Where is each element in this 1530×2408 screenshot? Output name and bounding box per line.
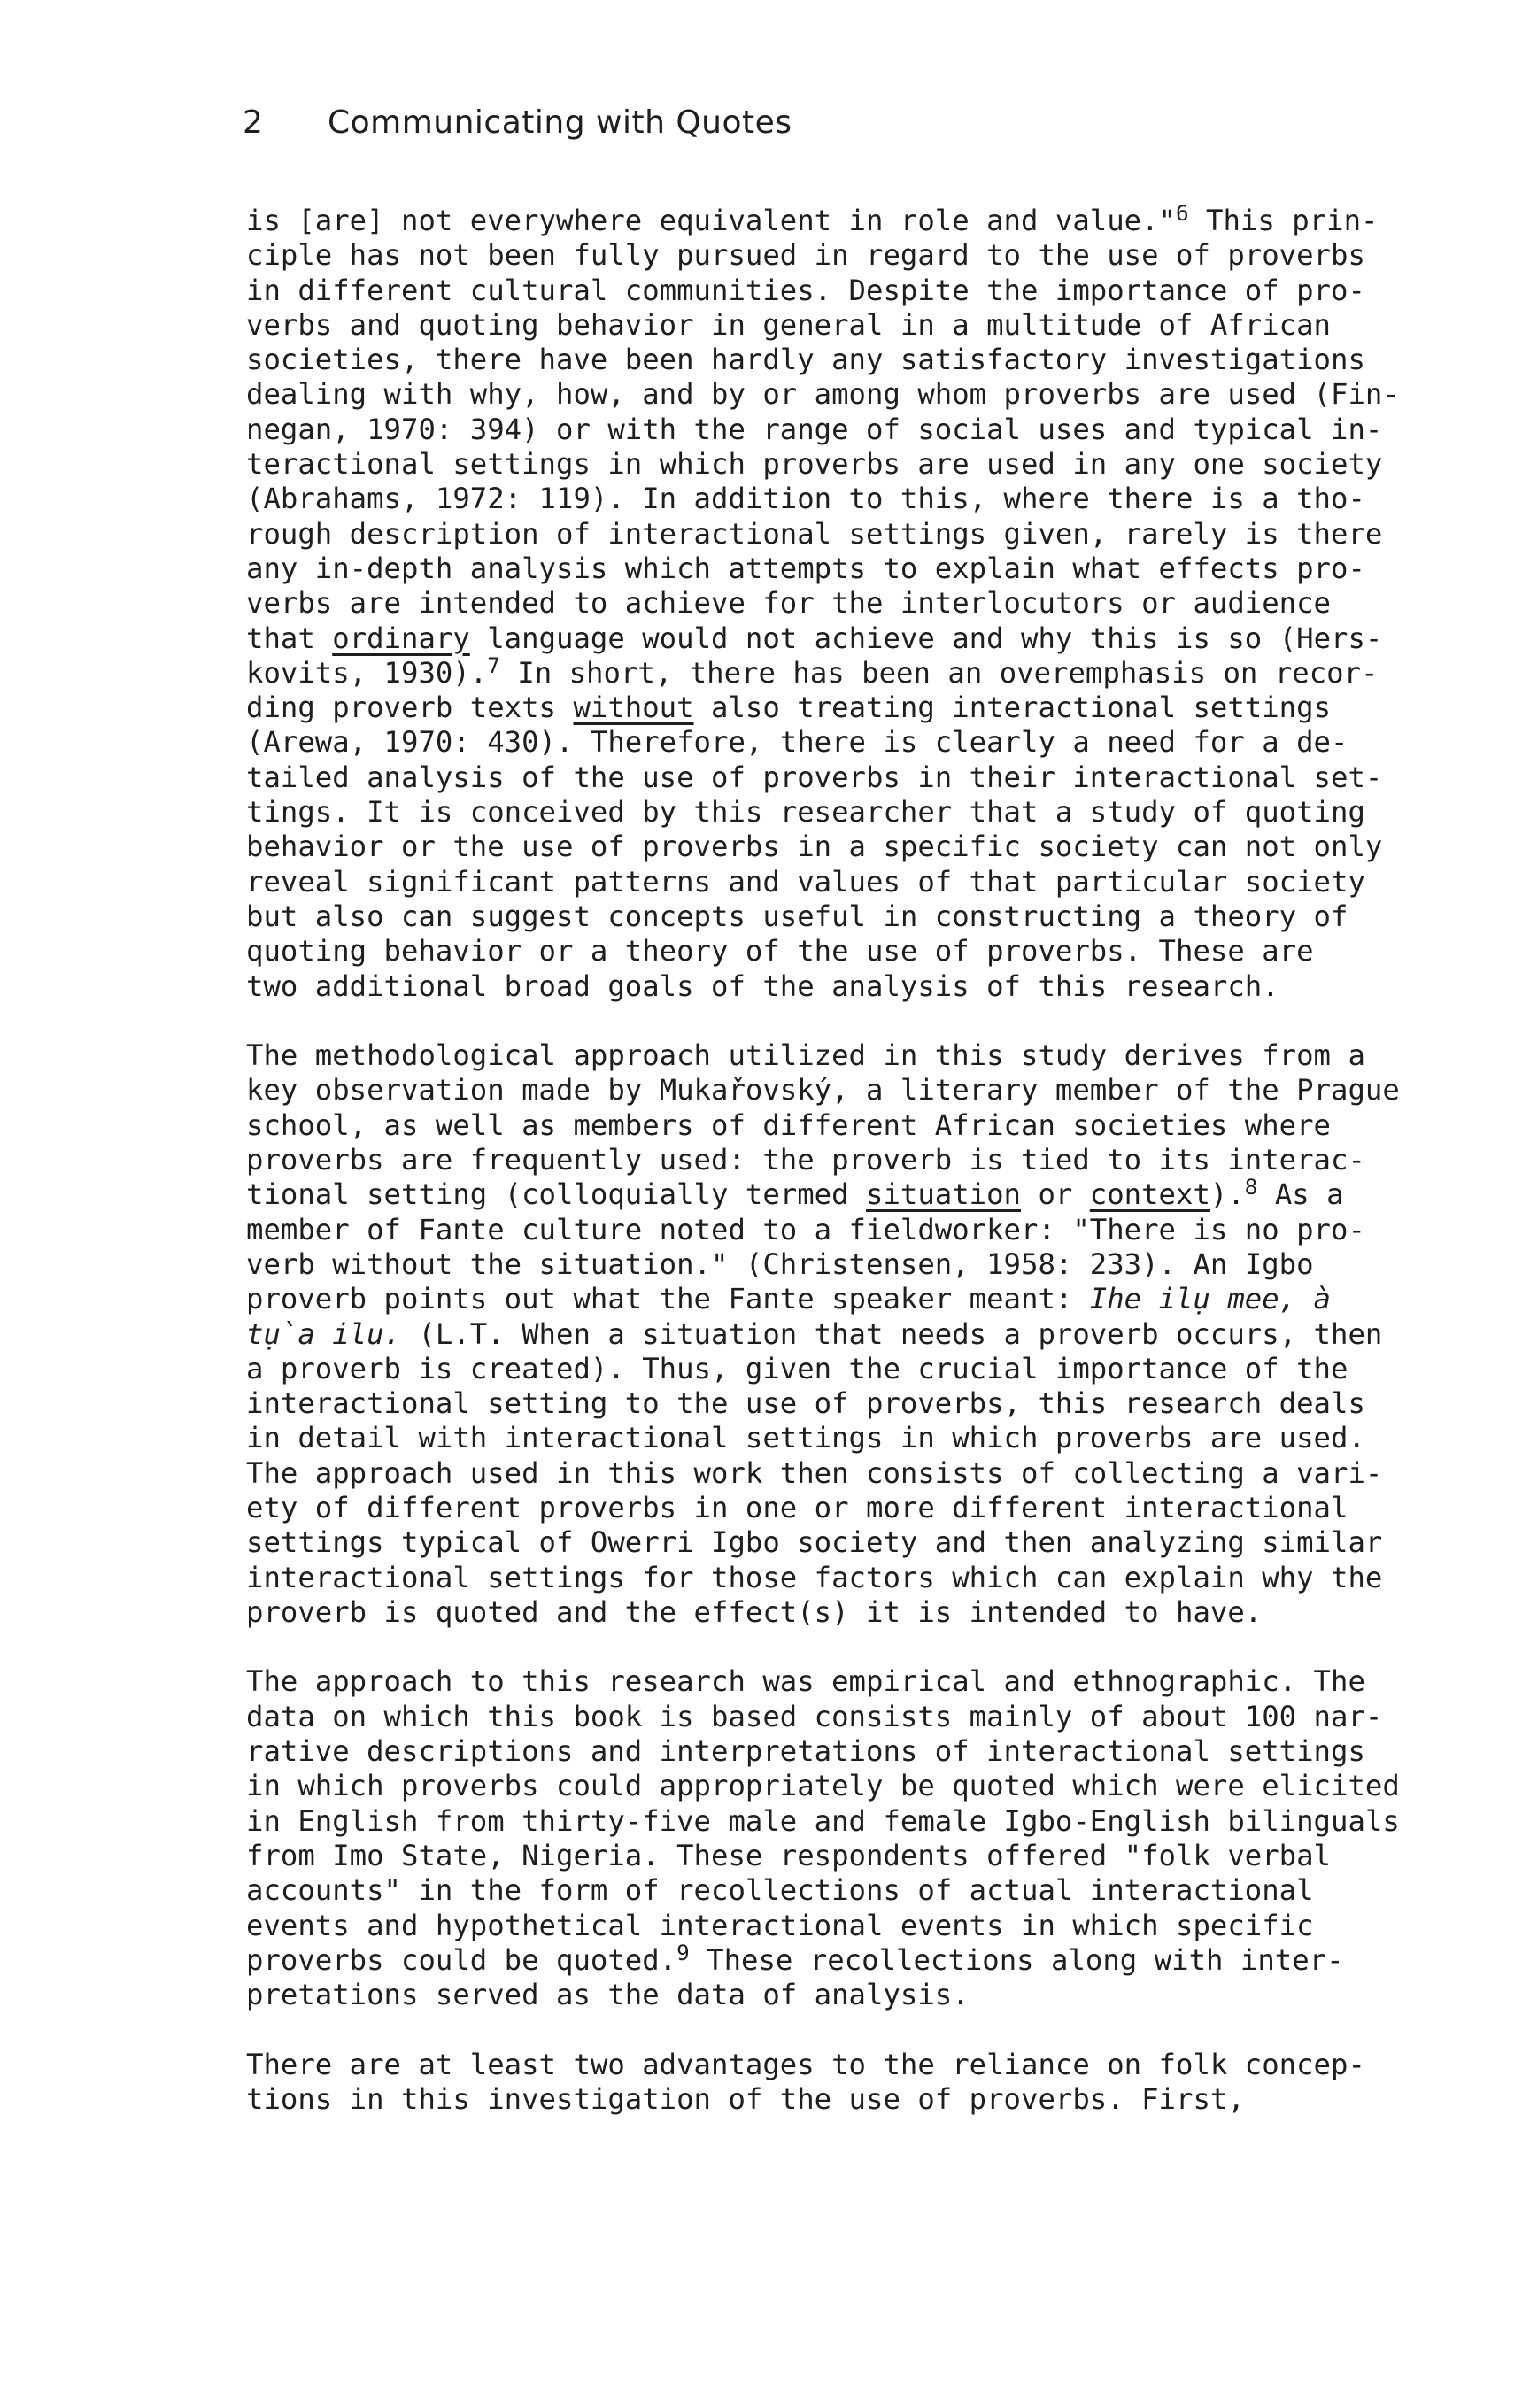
text-line: proverbs could be quoted.$^9$ These recollections along with inter- bbox=[246, 1940, 1344, 1977]
text-line: The approach to this research was empirical and ethnographic. The bbox=[246, 1664, 1365, 1699]
text-line: proverbs are frequently used: the proverb is tied to its interac- bbox=[246, 1143, 1365, 1177]
text-line: (Arewa, 1970: 430). Therefore, there is clearly a need for a de- bbox=[246, 725, 1348, 760]
paragraph bbox=[246, 2048, 1424, 2118]
text-line: school, as well as members of different African societies where bbox=[246, 1108, 1331, 1142]
text-line: tions in this investigation of the use of proverbs. First, bbox=[246, 2082, 1245, 2117]
text-line: kovits, 1930).$^7$ In short, there has been an overemphasis on recor- bbox=[246, 652, 1379, 690]
footnote-marker: 8 bbox=[1244, 1175, 1258, 1200]
text-line: interactional setting to the use of proverbs, this research deals bbox=[246, 1386, 1365, 1421]
text-line: in detail with interactional settings in which proverbs are used. bbox=[246, 1421, 1365, 1455]
running-header bbox=[243, 104, 792, 141]
text-line: accounts" in the form of recollections of actual interactional bbox=[246, 1873, 1314, 1908]
text-line: two additional broad goals of the analysis of this research. bbox=[246, 969, 1279, 1003]
text-line: tings. It is conceived by this researcher that a study of quoting bbox=[246, 795, 1365, 830]
text-line: societies, there have been hardly any satisfactory investigations bbox=[246, 343, 1365, 377]
text-line: events and hypothetical interactional events in which specific bbox=[246, 1908, 1314, 1942]
text-line: tional setting (colloquially termed situation or context).$^8$ As a bbox=[246, 1175, 1344, 1212]
text-line: that ordinary language would not achieve and why this is so (Hers- bbox=[246, 621, 1383, 655]
text-line: pretations served as the data of analysis. bbox=[246, 1978, 970, 2012]
text-line: any in-depth analysis which attempts to explain what effects pro- bbox=[246, 551, 1365, 585]
paragraph bbox=[246, 1038, 1424, 1630]
text-line: data on which this book is based consists mainly of about 100 nar- bbox=[246, 1699, 1383, 1733]
text-line: verbs and quoting behavior in general in a multitude of African bbox=[246, 307, 1331, 342]
text-line: behavior or the use of proverbs in a specific society can not only bbox=[246, 830, 1383, 864]
text-line: teractional settings in which proverbs are used in any one society bbox=[246, 447, 1383, 482]
text-line: proverb points out what the Fante speaker meant: Ihe ilụ mee, à bbox=[246, 1282, 1332, 1316]
page-number: 2 bbox=[243, 104, 264, 141]
text-line: ding proverb texts without also treating interactional settings bbox=[246, 691, 1332, 725]
text-line: reveal significant patterns and values of that particular society bbox=[246, 864, 1365, 899]
paragraph-gap bbox=[246, 1630, 1424, 1664]
footnote-marker: 9 bbox=[676, 1940, 690, 1965]
text-line: from Imo State, Nigeria. These respondents offered "folk verbal bbox=[246, 1838, 1331, 1872]
text-line: in which proverbs could appropriately be quoted which were elicited bbox=[246, 1769, 1400, 1803]
underlined-text: ordinary bbox=[332, 621, 470, 655]
footnote-marker: 6 bbox=[1176, 201, 1189, 227]
underlined-text: situation bbox=[866, 1177, 1021, 1212]
text-line: ety of different proverbs in one or more different interactional bbox=[246, 1490, 1348, 1524]
paragraph-gap bbox=[246, 1004, 1424, 1038]
text-line: tụ̀a ilu. (L.T. When a situation that needs a proverb occurs, then bbox=[246, 1316, 1383, 1351]
text-line: rative descriptions and interpretations of interactional settings bbox=[246, 1734, 1365, 1769]
italic-text: Ihe ilụ mee, à bbox=[1089, 1282, 1332, 1316]
text-line: There are at least two advantages to the reliance on folk concep- bbox=[246, 2047, 1365, 2081]
text-line: ciple has not been fully pursued in regard to the use of proverbs bbox=[246, 238, 1365, 273]
underlined-text: context bbox=[1089, 1177, 1210, 1212]
paragraph bbox=[246, 201, 1424, 1004]
text-line: rough description of interactional settings given, rarely is there bbox=[246, 516, 1383, 551]
text-line: quoting behavior or a theory of the use of proverbs. These are bbox=[246, 934, 1314, 969]
body-text bbox=[246, 201, 1424, 2117]
text-line: negan, 1970: 394) or with the range of social uses and typical in- bbox=[246, 412, 1383, 446]
text-line: a proverb is created). Thus, given the crucial importance of the bbox=[246, 1351, 1348, 1385]
text-line: settings typical of Owerri Igbo society and then analyzing similar bbox=[246, 1525, 1383, 1560]
text-line: (Abrahams, 1972: 119). In addition to this, where there is a tho- bbox=[246, 482, 1365, 516]
text-line: tailed analysis of the use of proverbs in their interactional set- bbox=[246, 760, 1383, 794]
underlined-text: without bbox=[573, 691, 694, 725]
text-line: member of Fante culture noted to a fieldworker: "There is no pro- bbox=[246, 1212, 1365, 1246]
text-line: The approach used in this work then consists of collecting a vari- bbox=[246, 1455, 1383, 1490]
paragraph bbox=[246, 1664, 1424, 2012]
paragraph-gap bbox=[246, 2012, 1424, 2047]
footnote-marker: 7 bbox=[487, 652, 500, 678]
text-line: in different cultural communities. Despite the importance of pro- bbox=[246, 273, 1365, 307]
text-line: verbs are intended to achieve for the interlocutors or audience bbox=[246, 586, 1331, 621]
text-line: verb without the situation." (Christensen, 1958: 233). An Igbo bbox=[246, 1246, 1314, 1281]
running-title: Communicating with Quotes bbox=[328, 104, 792, 141]
text-line: is [are] not everywhere equivalent in role and value."$^6$ This prin- bbox=[246, 201, 1379, 237]
text-line: interactional settings for those factors which can explain why the bbox=[246, 1560, 1383, 1594]
text-line: The methodological approach utilized in this study derives from a bbox=[246, 1038, 1365, 1073]
text-line: proverb is quoted and the effect(s) it is intended to have. bbox=[246, 1594, 1263, 1629]
text-line: dealing with why, how, and by or among whom proverbs are used (Fin- bbox=[246, 377, 1400, 412]
text-line: but also can suggest concepts useful in constructing a theory of bbox=[246, 899, 1348, 933]
italic-text: tụ̀a ilu. bbox=[246, 1316, 401, 1351]
text-line: key observation made by Mukařovský, a literary member of the Prague bbox=[246, 1073, 1400, 1108]
text-line: in English from thirty-five male and female Igbo-English bilinguals bbox=[246, 1803, 1400, 1838]
